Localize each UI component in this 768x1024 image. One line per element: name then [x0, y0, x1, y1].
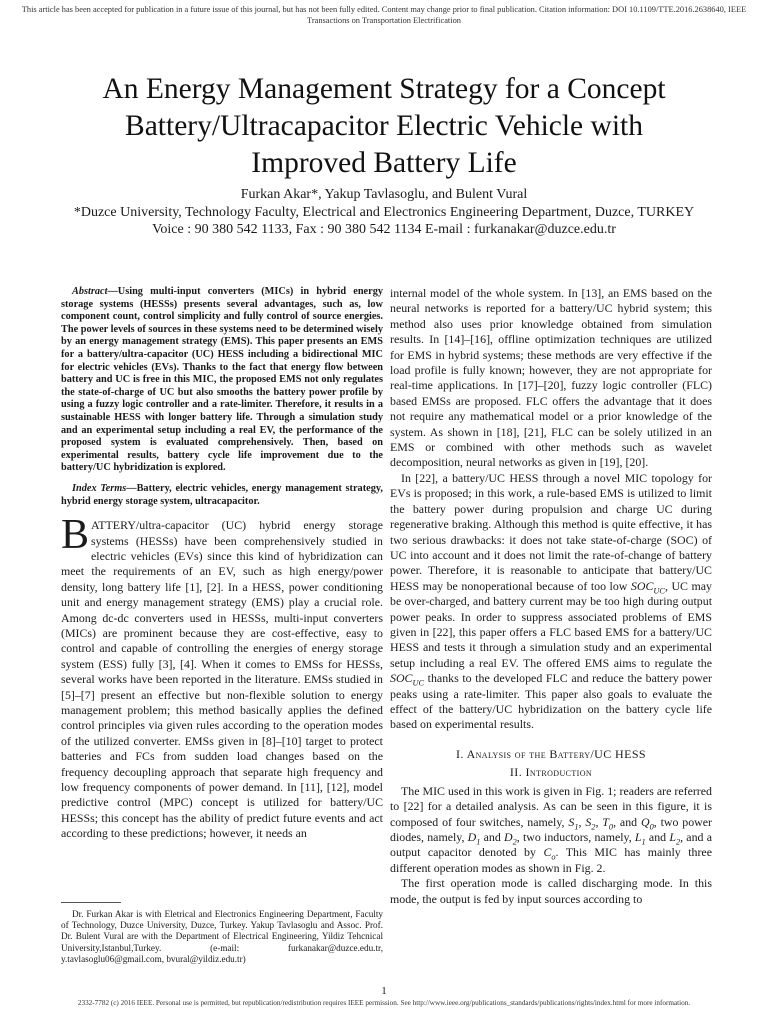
symbol-l2 [669, 830, 681, 847]
soc-subscript: UC [653, 586, 665, 596]
left-column [61, 286, 383, 842]
subsection-heading [390, 765, 712, 780]
symbol-d2 [504, 830, 517, 847]
section-title: Analysis of the Battery/UC HESS [466, 746, 646, 761]
symbol-l2-sub: 2 [675, 837, 681, 847]
motivation-text-b: , UC may be over-charged, and battery current may be too high during output power peaks. In order to suppress associated problems of EMS given in [22], this paper offers a FLC based EMS for a battery/UC HESS and tests it through a simulation study and an experimental setup including a real EV. The offered EMS aims to regulate the [390, 578, 712, 670]
publication-notice-line2: Transactions on Transportation Electrification [307, 16, 461, 25]
soc-symbol: SOC [630, 578, 654, 593]
drop-cap: B [61, 512, 90, 559]
paragraph-mic: The MIC used in this work is given in Fig. 1; readers are referred to [22] for a detailed analysis. As can be seen in this figure, it is composed of four switches, namely, $S_1$, $S_2$, $T_0$, and $Q_0$, two power diodes, namely, $D_1$ and $D_2$, two inductors, namely, $L_1$ and $L_2$, and a output capacitor denoted by $C_o$. This MIC has mainly three different operation modes as shown in Fig. 2. [390, 783, 712, 875]
soc-uc-symbol [630, 578, 665, 596]
section-number: I. [456, 746, 464, 761]
symbol-q0-base: Q [640, 814, 650, 829]
symbol-co [543, 845, 556, 862]
motivation-text-c: thanks to the developed FLC and reduce the battery power peaks using a rate-limiter. This paper also goals to evaluate the effect of the battery/UC hybridization on the battery cycle life based on experimental results. [390, 671, 712, 732]
symbol-co-base: C [543, 845, 552, 860]
symbol-q0-sub: 0 [649, 821, 654, 831]
symbol-d2-base: D [504, 830, 513, 844]
page-number: 1 [381, 985, 387, 997]
mic-text-b: , two power diodes, namely, [390, 814, 712, 844]
symbol-t0-sub: 0 [608, 821, 614, 831]
author-footnote: Dr. Furkan Akar is with Eletrical and Electronics Engineering Department, Faculty of Technology, Duzce University, Duzce, Turkey. Yakup Tavlasoglu and Assoc. Prof. Dr. Bulent Vural are with the Department of Electrical Engineering, Yildiz Tehcnical University,Istanbul,Turkey. (e-mail: furkanakar@duzce.edu.tr, y.tavlasoglu06@gmail.com, bvural@yildiz.edu.tr) [61, 909, 383, 964]
author-contact: Voice : 90 380 542 1133, Fax : 90 380 542 1134 E-mail : furkanakar@duzce.edu.tr [152, 222, 616, 237]
footnote-rule [61, 902, 121, 903]
index-terms-text: —Battery, electric vehicles, energy management strategy, hybrid energy storage system, ultracapacitor. [61, 482, 383, 507]
mic-text-d: , and a output capacitor denoted by [390, 830, 712, 860]
mic-text-a: The MIC used in this work is given in Fig. 1; readers are referred to [22] for a detailed analysis. As can be seen in this figure, it is composed of four switches, namely, [390, 783, 712, 829]
symbol-l1 [634, 830, 646, 847]
symbol-t0 [602, 815, 613, 829]
subsection-number: II. [509, 764, 523, 779]
symbol-s1-sub: 1 [574, 821, 579, 831]
paragraph-motivation [390, 471, 712, 733]
symbol-s1-base: S [568, 814, 575, 829]
publication-notice-line1: This article has been accepted for publication in a future issue of this journal, but has not been fully edited. Content may change prior to final publication. Citation information: DOI 10.1109/TTE.2016.2638640, IEEE [21, 5, 747, 14]
copyright-notice: 2332-7782 (c) 2016 IEEE. Personal use is permitted, but republication/redistribution requires IEEE permission. See http://www.ieee.org/publications_standards/publications/rights/index.html for more information. [77, 999, 691, 1007]
right-column [390, 286, 712, 907]
abstract [61, 286, 383, 475]
soc-uc-symbol-2 [390, 671, 425, 688]
symbol-s2 [585, 815, 595, 829]
title-line3: Improved Battery Life [251, 147, 517, 179]
index-terms [61, 483, 383, 508]
mic-text-c: , two inductors, namely, [516, 830, 635, 844]
symbol-l2-base: L [669, 830, 676, 844]
intro-text: ATTERY/ultra-capacitor (UC) hybrid energy storage systems (HESSs) have been comprehensively studied in electric vehicles (EVs) since this kind of hybridization can meet the requirements of an EV, such as high energy/power density, long battery life [1], [2]. In a HESS, power conditioning unit and energy management strategy (EMS) play a crucial role. Among dc-dc converters used in HESSs, multi-input converters (MICs) are prominent because they are cost-effective, easy to control and capable of controlling the energies of energy storage system (ESS) fully [3], [4]. When it comes to EMSs for HESSs, several works have been reported in the literature. EMSs studied in [5]–[7] present an effective but non-flexible solution to energy management problem; this method basically applies the defined control principles via given rules according to the operation modes of the utilized converter. EMSs given in [8]–[10] target to protect batteries and FCs from sudden load changes based on the frequency decoupling approach that separate high frequency and low frequency components of power demand. In [11], [12], model predictive control (MPC) concept is utilized for battery/UC HESSs; this concept has the ability of predict future events and act according to these predictions; however, it needs an [61, 518, 383, 841]
soc-symbol-2: SOC [390, 671, 413, 686]
symbol-co-sub: o [551, 852, 556, 862]
symbol-s2-base: S [585, 814, 592, 829]
soc-subscript-2: UC [412, 678, 425, 688]
author-block [40, 186, 728, 239]
intro-paragraph [61, 512, 383, 842]
paper-title [40, 71, 728, 182]
symbol-l1-sub: 1 [641, 837, 646, 847]
symbol-s1 [568, 815, 578, 829]
motivation-text-a: In [22], a battery/UC HESS through a novel MIC topology for EVs is proposed; in this work, a rule-based EMS is utilized to limit the battery power during propulsion and charge UC during regenerative braking. Although this method is quite effective, it has two serious drawbacks: it does not take state-of-charge (SOC) of UC into account and it does not limit the rate-of-change of battery power. Therefore, it is reasonable to anticipate that battery/UC HESS may be nonoperational because of too low [390, 470, 712, 593]
abstract-label: Abstract [72, 286, 108, 297]
symbol-t0-base: T [602, 814, 609, 829]
abstract-text: —Using multi-input converters (MICs) in hybrid energy storage systems (HESSs) presents several advantages, such as, low component count, control simplicity and fully control of source energies. The power levels of sources in these systems need to be determined wisely by an energy management strategy (EMS). This paper presents an EMS for a battery/ultra-capacitor (UC) HESS including a bidirectional MIC for electric vehicles (EVs). Thanks to the fact that energy flow between battery and UC is free in this MIC, the proposed EMS not only regulates the state-of-charge of UC but also smooths the battery power profile by using a fuzzy logic controller and a rate-limiter. Therefore, it results in a sustainable HESS with longer battery life. Through a simulation study and an experimental setup including a real EV, the performance of the proposed system is evaluated comprehensively. Then, based on experimental results, battery cycle life improvement due to the battery/UC hybridization is explored. [61, 286, 383, 474]
author-affiliation: *Duzce University, Technology Faculty, Electrical and Electronics Engineering Department, Duzce, TURKEY [73, 204, 695, 220]
index-terms-label: Index Terms [72, 482, 127, 494]
section-heading [390, 747, 712, 762]
symbol-s2-sub: 2 [591, 821, 596, 831]
symbol-d2-sub: 2 [512, 837, 517, 847]
symbol-d1 [467, 830, 481, 847]
publication-notice [0, 4, 768, 26]
paragraph-discharging-mode: The first operation mode is called discharging mode. In this mode, the output is fed by input sources according to [390, 876, 712, 906]
paragraph-related-work: internal model of the whole system. In [13], an EMS based on the neural networks is reported for a battery/UC hybrid system; this method also uses prior knowledge obtained from simulation results. In [14]–[16], offline optimization techniques are utilized for EMS in hybrid systems; these methods are very effective if the load profile is fully known; however, they are not appropriate for real-time applications. In [17]–[20], fuzzy logic controller (FLC) based EMSs are proposed. FLC offers the advantage that it does not require any mathematical model or a prior knowledge of the system. As shown in [18], [21], FLC can be solely utilized in an EMS or combined with other methods such as wavelet decomposition, neural networks as given in [19], [20]. [390, 286, 712, 470]
mic-text-e: . This MIC has mainly three different operation modes as shown in Fig. 2. [390, 845, 712, 875]
symbol-d1-base: D [467, 830, 477, 844]
title-line1: An Energy Management Strategy for a Concept [102, 73, 666, 105]
author-names: Furkan Akar*, Yakup Tavlasoglu, and Bulent Vural [240, 187, 528, 202]
symbol-d1-sub: 1 [476, 837, 481, 847]
subsection-title: Introduction [525, 764, 593, 779]
symbol-q0 [641, 815, 654, 829]
symbol-l1-base: L [634, 830, 642, 844]
title-line2: Battery/Ultracapacitor Electric Vehicle with [125, 110, 643, 142]
